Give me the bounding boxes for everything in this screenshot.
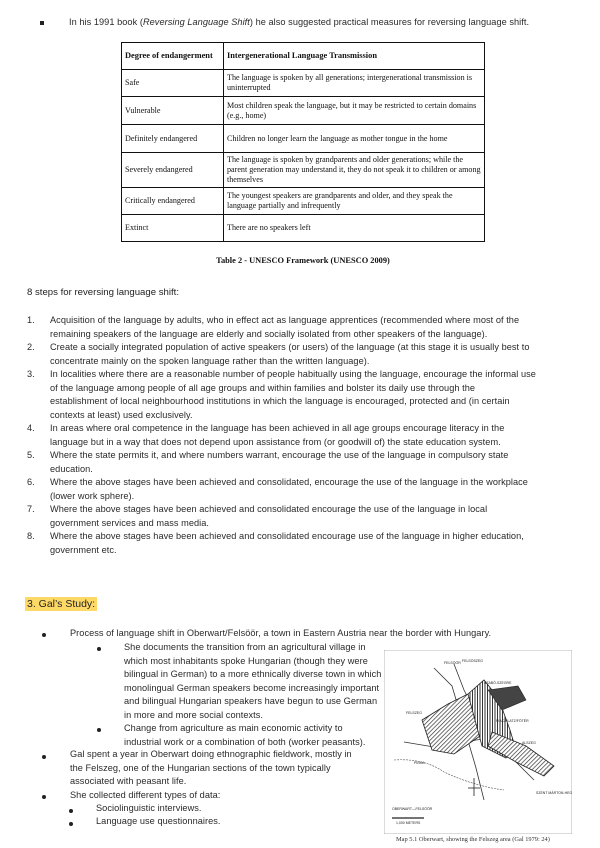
text-line: associated with peasant life.: [70, 776, 187, 787]
step-line: Where the above stages have been achieved and consolidated, encourage the use of the language in the workplace: [50, 477, 528, 487]
gal-sub-bullet-4: Language use questionnaires.: [96, 816, 221, 826]
bullet-marker: [69, 822, 73, 826]
text-line: Change from agriculture as main economic activity to: [124, 723, 343, 733]
table-header: Degree of endangerment: [122, 43, 224, 70]
bullet-marker: [97, 728, 101, 732]
map-label: FELSÖÖR: [444, 661, 461, 665]
table-cell-degree: Severely endangered: [122, 153, 224, 188]
step-text: [50, 503, 560, 530]
map-label: FELSZEG: [406, 711, 422, 715]
step-text: [50, 476, 560, 503]
step-line: (lower work sphere).: [50, 490, 135, 501]
step-line: remaining speakers of the language are elderly and socially isolated from other speakers of the language).: [50, 328, 488, 339]
table-cell-desc: The youngest speakers are grandparents and older, and they speak the language partially and infrequently: [224, 188, 485, 215]
table-cell-degree: Extinct: [122, 215, 224, 242]
text-line: monolingual German speakers become increasingly important: [124, 682, 380, 693]
step-number: 6.: [27, 477, 35, 487]
step-text: [50, 341, 560, 368]
step-text: [50, 422, 560, 449]
gal-bullet-1: Process of language shift in Oberwart/Felsöör, a town in Eastern Austria near the border with Hungary.: [70, 628, 492, 638]
text-line: and bilingual Hungarian speakers have begun to use German: [124, 696, 378, 707]
step-line: establishment of local neighbourhood institutions in which the language is encouraged, protected and (in certain: [50, 396, 510, 407]
text-line: the Felszeg, one of the Hungarian sections of the town typically: [70, 762, 331, 773]
step-number: 3.: [27, 369, 35, 379]
gal-sub-bullet-3: Sociolinguistic interviews.: [96, 803, 202, 813]
step-number: 4.: [27, 423, 35, 433]
step-text: [50, 449, 560, 476]
step-line: Where the above stages have been achieved and consolidated encourage use of the language in higher education,: [50, 531, 524, 541]
step-number: 1.: [27, 315, 35, 325]
map-caption: Map 5.1 Oberwart, showing the Felszeg area (Gal 1979: 24): [396, 836, 550, 843]
map-label: OBERWART—FELSÖÖR: [392, 807, 433, 811]
text-line: She documents the transition from an agricultural village in: [124, 642, 366, 652]
bullet-marker: [42, 633, 46, 637]
section-heading: 3. Gal’s Study:: [27, 598, 96, 610]
step-line: Create a socially integrated population of active speakers (or users) of the language (at this stage it is usually best to: [50, 342, 530, 352]
map-label: 1,000 METERS: [396, 821, 421, 825]
table-cell-desc: There are no speakers left: [224, 215, 485, 242]
map-illustration: [384, 650, 572, 834]
map-label: SZABÓ-SZEGRE: [484, 681, 512, 685]
gal-bullet-3: She collected different types of data:: [70, 790, 221, 800]
step-line: In localities where there are a reasonable number of people habitually using the language, encourage the informal use: [50, 369, 536, 379]
oberwart-map: [384, 650, 572, 834]
intro-text: In his 1991 book (Reversing Language Shift) he also suggested practical measures for reversing language shift.: [69, 17, 530, 27]
table-cell-desc: Children no longer learn the language as mother tongue in the home: [224, 125, 485, 153]
bullet-marker: [42, 795, 46, 799]
table-cell-degree: Safe: [122, 70, 224, 97]
unesco-table: [121, 42, 485, 242]
step-line: education.: [50, 463, 93, 474]
table-cell-degree: Critically endangered: [122, 188, 224, 215]
bullet-marker: [69, 809, 73, 813]
step-line: government etc.: [50, 544, 117, 555]
step-number: 8.: [27, 531, 35, 541]
text-line: industrial work or a combination of both (worker peasants).: [124, 736, 366, 747]
table-header: Intergenerational Language Transmission: [224, 43, 485, 70]
text-line: bilingual in German) to a more ethnically diverse town in which: [124, 669, 382, 680]
gal-sub-bullet-1: [124, 641, 394, 723]
bullet-marker: [40, 21, 44, 25]
step-line: language but in a way that does not depend upon assistance from (or goodwill of) the state education system.: [50, 436, 501, 447]
map-label: PINKA: [414, 761, 425, 765]
table-cell-desc: The language is spoken by all generations; intergenerational transmission is uninterrupted: [224, 70, 485, 97]
gal-bullet-2: [70, 748, 390, 789]
table-cell-desc: Most children speak the language, but it may be restricted to certain domains (e.g., home): [224, 97, 485, 125]
step-number: 5.: [27, 450, 35, 460]
text-line: in more and more social contexts.: [124, 709, 264, 720]
step-line: contexts at least) used exclusively.: [50, 409, 193, 420]
map-label: ALSZEG: [522, 741, 536, 745]
text-line: which most inhabitants spoke Hungarian (though they were: [124, 655, 368, 666]
table-cell-desc: The language is spoken by grandparents and older generations; while the parent generation may understand it, they do not speak it to children or among themselves: [224, 153, 485, 188]
bullet-marker: [97, 647, 101, 651]
text-line: Gal spent a year in Oberwart doing ethnographic fieldwork, mostly in: [70, 749, 352, 759]
step-line: government services and mass media.: [50, 517, 210, 528]
step-text: [50, 368, 560, 422]
gal-sub-bullet-2: [124, 722, 394, 749]
step-line: In areas where oral competence in the language has been achieved in all age groups encourage literacy in the: [50, 423, 505, 433]
step-text: [50, 314, 560, 341]
map-label: PIAC/PLATZ/FÖTÉR: [496, 719, 529, 723]
step-number: 7.: [27, 504, 35, 514]
step-line: concentrate mainly on the spoken language rather than the written language).: [50, 355, 370, 366]
steps-title: 8 steps for reversing language shift:: [27, 287, 179, 298]
bullet-marker: [42, 755, 46, 759]
step-line: of the language among people of all age groups and within families and bolster its daily use through the: [50, 382, 476, 393]
step-number: 2.: [27, 342, 35, 352]
map-label: SZENT MÁRTON-HEGY: [536, 791, 572, 795]
step-text: [50, 530, 560, 557]
step-line: Acquisition of the language by adults, who in effect act as language apprentices (recommended where most of the: [50, 315, 520, 325]
step-line: Where the above stages have been achieved and consolidated encourage the use of the language in local: [50, 504, 488, 514]
map-label: FELSÖSZEG: [462, 659, 484, 663]
table-cell-degree: Definitely endangered: [122, 125, 224, 153]
table-caption: Table 2 - UNESCO Framework (UNESCO 2009): [216, 256, 390, 265]
table-cell-degree: Vulnerable: [122, 97, 224, 125]
step-line: Where the state permits it, and where numbers warrant, encourage the use of the language in compulsory state: [50, 450, 509, 460]
